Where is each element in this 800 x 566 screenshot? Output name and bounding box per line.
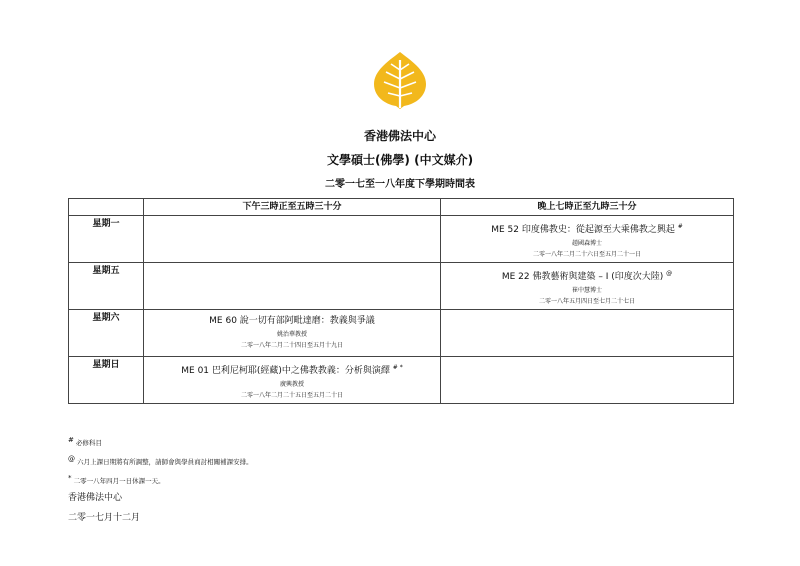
footnote-mark: @	[68, 455, 75, 464]
course-entry	[144, 315, 440, 327]
column-header-day	[69, 199, 144, 216]
footnote-mark: *	[68, 474, 72, 483]
footnote-text: 六月上課日期將有所調整，請師會與學員商討相關補課安排。	[77, 458, 253, 467]
footer-date: 二零一七月十二月	[68, 513, 141, 523]
table-row	[69, 216, 734, 263]
footer-org: 香港佛法中心	[68, 493, 123, 503]
day-cell: 星期六	[69, 310, 144, 357]
course-mark: @	[666, 270, 673, 277]
timetable-title: 二零一七至一八年度下學期時間表	[325, 179, 475, 190]
afternoon-cell	[144, 263, 441, 310]
course-title: ME 52 印度佛教史：從起源至大乘佛教之興起	[491, 225, 675, 235]
column-header-evening: 晚上七時正至九時三十分	[441, 199, 734, 216]
footnote	[68, 432, 253, 451]
table-row	[69, 263, 734, 310]
lecturer-name: 姚治華教授	[276, 331, 307, 338]
afternoon-cell	[144, 216, 441, 263]
course-mark: #	[677, 223, 683, 230]
table-row	[69, 357, 734, 404]
course-entry	[441, 268, 733, 283]
column-header-afternoon: 下午三時正至五時三十分	[144, 199, 441, 216]
signature-block	[68, 488, 140, 528]
day-cell: 星期一	[69, 216, 144, 263]
footnote-text: 二零一八年四月一日休課一天。	[73, 477, 165, 486]
course-entry	[441, 221, 733, 236]
course-dates: 二零一八年二月二十五日至五月二十日	[240, 392, 343, 399]
day-cell: 星期日	[69, 357, 144, 404]
course-title: ME 22 佛教藝術與建築 – I (印度次大陸)	[501, 272, 664, 282]
footnotes	[68, 432, 253, 489]
organization-title: 香港佛法中心	[363, 129, 436, 143]
evening-cell	[441, 216, 734, 263]
lecturer-name: 崔中慧博士	[571, 287, 602, 294]
course-title: ME 60 說一切有部阿毗達磨：教義與爭議	[209, 316, 375, 326]
timetable	[68, 198, 734, 404]
evening-cell	[441, 357, 734, 404]
course-title: ME 01 巴利尼柯耶(經藏)中之佛教教義：分析與演繹	[181, 366, 390, 376]
footnote-text: 必修科目	[75, 439, 102, 448]
course-dates: 二零一八年五月四日至七月二十七日	[538, 298, 635, 305]
lecturer-name: 廣興教授	[279, 381, 304, 388]
course-dates: 二零一八年二月二十四日至五月十九日	[240, 342, 343, 349]
bodhi-leaf-logo	[372, 50, 428, 110]
programme-title: 文學碩士(佛學) (中文媒介)	[326, 153, 474, 167]
evening-cell	[441, 310, 734, 357]
day-cell: 星期五	[69, 263, 144, 310]
course-mark: # *	[392, 364, 403, 371]
evening-cell	[441, 263, 734, 310]
table-header-row	[69, 199, 734, 216]
table-row	[69, 310, 734, 357]
afternoon-cell	[144, 357, 441, 404]
footnote-mark: #	[68, 436, 74, 444]
afternoon-cell	[144, 310, 441, 357]
footnote	[68, 470, 253, 489]
course-dates: 二零一八年二月二十六日至五月二十一日	[532, 251, 641, 258]
footnote	[68, 451, 253, 470]
lecturer-name: 趙國森博士	[571, 240, 602, 247]
course-entry	[144, 362, 440, 377]
